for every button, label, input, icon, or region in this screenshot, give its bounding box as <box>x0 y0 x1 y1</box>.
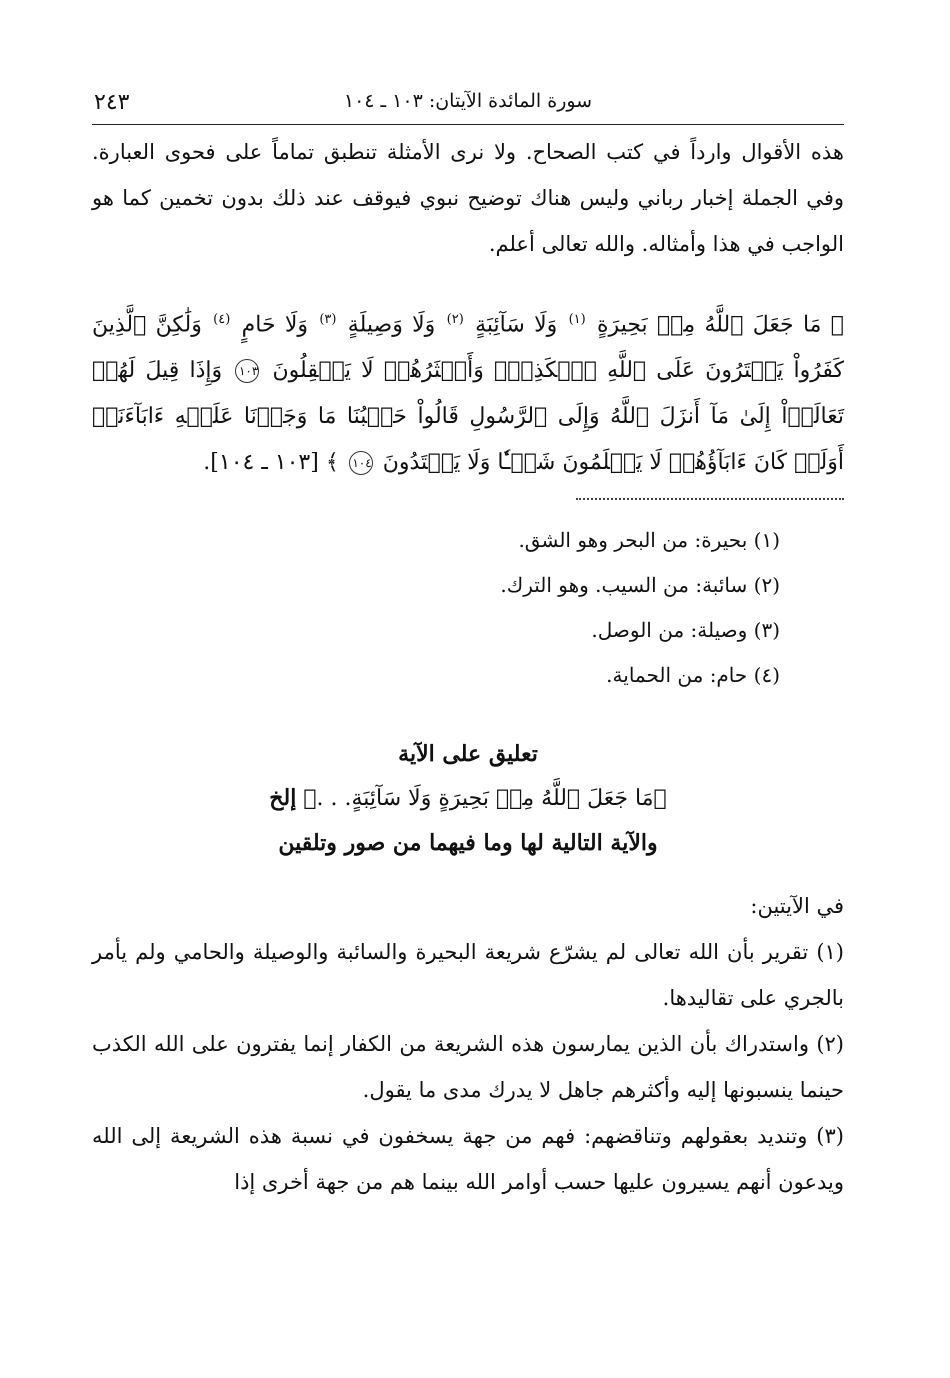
verse-part-4: وَلَا حَامٍ <box>241 312 309 338</box>
section-subtitle: والآية التالية لها وما فيهما من صور وتلقين <box>278 830 658 857</box>
section-verse-quote: ﴿مَا جَعَلَ ٱللَّهُ مِنۢ بَحِيرَةٍ وَلَا سَآئِبَةٍ. . .﴾ <box>303 786 667 812</box>
verse-close-bracket: ﴾ <box>325 450 339 476</box>
footnote-1: (١) بحيرة: من البحر وهو الشق. <box>518 528 780 553</box>
verse-reference: [١٠٣ ـ ١٠٤]. <box>203 450 319 476</box>
commentary-point-3: (٣) وتنديد بعقولهم وتناقضهم: فهم من جهة يسخفون في نسبة هذه الشريعة إلى الله ويدعون أنهم يسيرون عليها حسب أوامر الله بينما هم من جهة أخرى إذا <box>92 1124 844 1195</box>
running-header <box>92 84 844 125</box>
verse-part-1: مَا جَعَلَ ٱللَّهُ مِنۢ بَحِيرَةٍ <box>597 312 822 338</box>
quran-verse <box>92 297 844 486</box>
footnote-marker-3: (٣) <box>319 312 337 327</box>
footnote-4: (٤) حام: من الحماية. <box>606 663 780 688</box>
intro-text: في الآيتين: <box>750 894 844 919</box>
verse-part-5: وَلَٰكِنَّ ٱلَّذِينَ كَفَرُواْ يَفۡتَرُونَ عَلَى ٱللَّهِ ٱلۡكَذِبَۖ وَأَكۡثَرُهُمۡ لَا يَعۡقِلُونَ <box>92 312 845 384</box>
verse-part-2: وَلَا سَآئِبَةٍ <box>475 312 558 338</box>
verse-open-bracket: ﴿ <box>830 312 844 338</box>
ayah-number-104: ١٠٤ <box>349 451 373 475</box>
commentary-points <box>92 929 844 1205</box>
commentary-point-1: (١) تقرير بأن الله تعالى لم يشرّع شريعة البحيرة والسائبة والوصيلة والحامي ولم يأمر بالجري على تقاليدها. <box>92 940 844 1011</box>
footnote-marker-1: (١) <box>568 312 586 327</box>
page-number: ٢٤٣ <box>94 90 130 115</box>
section-title: تعليق على الآية <box>398 741 538 768</box>
book-page <box>92 84 844 1205</box>
footnote-marker-4: (٤) <box>213 312 231 327</box>
commentary-point-2: (٢) واستدراك بأن الذين يمارسون هذه الشريعة من الكفار إنما يفترون على الله الكذب حينما ينسبونها إليه وأكثرهم جاهل لا يدرك مدى ما يقول. <box>92 1032 844 1103</box>
running-title: سورة المائدة الآيتان: ١٠٣ ـ ١٠٤ <box>343 90 593 112</box>
footnote-marker-2: (٢) <box>446 312 464 327</box>
section-verse-line <box>92 776 844 821</box>
footnote-separator <box>576 498 844 500</box>
section-verse-etc: إلخ <box>269 785 297 812</box>
ayah-number-103: ١٠٣ <box>235 359 259 383</box>
footnote-3: (٣) وصيلة: من الوصل. <box>591 618 780 643</box>
verse-part-6: وَإِذَا قِيلَ لَهُمۡ تَعَالَوۡاْ إِلَىٰ مَآ أَنزَلَ ٱللَّهُ وَإِلَى ٱلرَّسُولِ قَالُواْ حَسۡبُنَا مَا وَجَدۡنَا عَلَيۡهِ ءَابَآءَنَآۚ أَوَلَوۡ كَانَ ءَابَآؤُهُمۡ لَا يَعۡلَمُونَ شَيۡـٔٗا وَلَا يَهۡتَدُونَ <box>92 358 844 476</box>
footnote-2: (٢) سائبة: من السيب. وهو الترك. <box>500 573 780 598</box>
top-paragraph: هذه الأقوال وارداً في كتب الصحاح. ولا نرى الأمثلة تنطبق تماماً على فحوى العبارة. وفي الجملة إخبار رباني وليس هناك توضيح نبوي فيوقف عند ذلك بدون تخمين كما هو الواجب في هذا وأمثاله. والله تعالى أعلم. <box>92 140 844 256</box>
verse-part-3: وَلَا وَصِيلَةٍ <box>347 312 436 338</box>
section-heading <box>92 732 844 865</box>
footnotes-list <box>92 518 844 698</box>
